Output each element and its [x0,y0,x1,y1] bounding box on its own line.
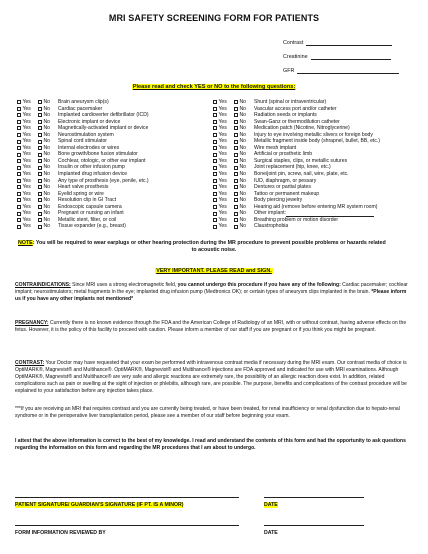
question-text: Wire mesh implant [254,144,297,151]
yes-checkbox[interactable] [17,159,21,163]
yes-label: Yes [218,157,227,164]
question-text: Joint replacement (hip, knee, etc.) [254,164,331,171]
no-checkbox[interactable] [234,185,238,189]
yes-label: Yes [218,210,227,217]
yes-checkbox[interactable] [17,166,21,170]
yes-label: Yes [22,223,31,230]
no-label: No [239,223,247,230]
yes-label: Yes [22,138,31,145]
patient-signature-label [15,502,183,508]
no-checkbox[interactable] [234,212,238,216]
no-checkbox[interactable] [234,140,238,144]
question-text: Hearing aid (remove before entering MR system room) [254,203,378,210]
yes-checkbox[interactable] [17,113,21,117]
lab-field-contrast [283,40,392,46]
question-text: IUD, diaphragm, or pessary [254,177,317,184]
no-checkbox[interactable] [38,172,42,176]
yes-label: Yes [22,216,31,223]
question-text: Heart valve prosthesis [58,184,109,191]
no-checkbox[interactable] [38,166,42,170]
yes-label: Yes [218,216,227,223]
no-checkbox[interactable] [234,133,238,137]
yes-checkbox[interactable] [213,205,217,209]
no-label: No [43,177,51,184]
patient-signature-line[interactable] [15,497,239,498]
no-checkbox[interactable] [38,113,42,117]
no-label: No [43,184,51,191]
yes-checkbox[interactable] [213,192,217,196]
no-checkbox[interactable] [234,198,238,202]
yes-checkbox[interactable] [17,192,21,196]
no-label: No [43,131,51,138]
question-row-right [213,223,380,230]
question-text: Tattoo or permanent makeup [254,190,320,197]
yes-checkbox[interactable] [17,185,21,189]
question-text: Bone growth/bone fusion stimulator [58,151,138,158]
question-text: Shunt (spinal or intraventricular) [254,99,327,105]
no-label: No [43,118,51,125]
no-checkbox[interactable] [234,225,238,229]
contrast-input-line[interactable] [306,40,392,46]
no-label: No [239,210,247,217]
yes-label: Yes [218,164,227,171]
no-label: No [43,105,51,112]
date-label [264,502,278,508]
question-text: Resolution clip in GI Tract [58,197,117,204]
no-checkbox[interactable] [234,192,238,196]
no-checkbox[interactable] [234,126,238,130]
question-text: Artificial or prosthetic limb [254,151,313,158]
no-checkbox[interactable] [38,107,42,111]
no-checkbox[interactable] [234,146,238,150]
yes-label: Yes [22,210,31,217]
yes-label: Yes [218,138,227,145]
no-checkbox[interactable] [234,153,238,157]
yes-checkbox[interactable] [17,172,21,176]
no-label: No [239,177,247,184]
question-text: Metallic stent, filter, or coil [58,216,117,223]
lab-field-gfr [283,68,399,74]
contrast-text: Your Doctor may have requested that your exam be performed with intravenous contrast media if necessary during the MRI exam. Our contrast media of choice is OptiMARK®, Magnevist® and Multihance®. OptiMARK®, Magnevist® and Multihance® injections are FDA approved and indicated for use with MRI examinations. Although OptiMARK®, Magnevist® and Multihance® are very safe and allergic reactions are extremely rare, the possibility of an allergic reaction does exist. In addition, related complications such as pain or swelling at the sight of injection or phlebitis, although rare, are possible. The purpose, benefits and complications of the contrast procedure will be explained to your satisfaction before any injection takes place. [15,360,407,395]
note-text-2: to acoustic noise. [191,247,237,254]
yes-label: Yes [22,105,31,112]
no-label: No [43,190,51,197]
question-text: Implanted drug infusion device [58,171,128,178]
contrast-paragraph [15,360,413,395]
yes-label: Yes [218,223,227,230]
reviewer-signature-line[interactable] [15,525,239,526]
no-checkbox[interactable] [38,225,42,229]
no-label: No [239,164,247,171]
yes-label: Yes [218,105,227,112]
no-checkbox[interactable] [234,100,238,104]
question-text: Internal electrodes or wires [58,144,120,151]
question-text: Insulin or other infusion pump [58,164,125,171]
no-checkbox[interactable] [234,113,238,117]
no-option[interactable] [234,223,254,230]
yes-label: Yes [22,171,31,178]
contrast-heading: CONTRAST: [15,360,45,366]
no-checkbox[interactable] [38,185,42,189]
yes-checkbox[interactable] [17,198,21,202]
no-checkbox[interactable] [38,179,42,183]
note-text: : You will be required to wear earplugs or other hearing protection during the MR procedure to prevent possible problems or hazards related [32,240,386,246]
no-checkbox[interactable] [234,107,238,111]
question-text: Magnetically-activated implant or device [58,125,149,132]
no-label: No [43,125,51,132]
yes-checkbox[interactable] [213,146,217,150]
important-text: VERY IMPORTANT. PLEASE READ and SIGN. [156,268,272,274]
no-checkbox[interactable] [234,166,238,170]
yes-label: Yes [218,190,227,197]
question-text: Injury to eye involving metallic slivers or foreign body [254,131,373,138]
question-text: Claustrophobia [254,223,289,230]
warning-paragraph [15,406,413,420]
yes-option[interactable] [213,223,234,230]
no-label: No [43,112,51,119]
yes-label: Yes [22,151,31,158]
question-text: Spinal cord stimulator [58,138,107,145]
yes-label: Yes [218,112,227,119]
no-checkbox[interactable] [38,198,42,202]
no-label: No [239,184,247,191]
yes-checkbox[interactable] [213,166,217,170]
yes-checkbox[interactable] [213,185,217,189]
contraindications-bold: you cannot undergo this procedure if you have any of the following: [177,282,341,288]
yes-checkbox[interactable] [213,172,217,176]
form-title: MRI SAFETY SCREENING FORM FOR PATIENTS [108,13,320,23]
no-checkbox[interactable] [38,133,42,137]
no-checkbox[interactable] [38,192,42,196]
no-checkbox[interactable] [38,205,42,209]
no-checkbox[interactable] [234,179,238,183]
no-checkbox[interactable] [38,153,42,157]
yes-label: Yes [218,125,227,132]
lab-label-creatinine: Creatinine [283,54,308,60]
contraindications-bold-2: *Please inform us if you have any other implants not mentioned* [15,289,407,303]
yes-label: Yes [22,190,31,197]
yes-label: Yes [22,118,31,125]
question-text: Cardiac pacemaker [58,105,103,112]
no-label: No [239,105,247,112]
yes-checkbox[interactable] [17,205,21,209]
yes-checkbox[interactable] [17,212,21,216]
question-row-left [17,223,149,230]
no-checkbox[interactable] [38,159,42,163]
contraindications-heading: CONTRAINDICATIONS: [15,282,71,288]
yes-checkbox[interactable] [17,120,21,124]
yes-label: Yes [22,144,31,151]
no-checkbox[interactable] [38,212,42,216]
contraindications-text-2: Cardiac pacemaker; cochlear implant; neurostimulators; metal fragments in the eye; implanted drug infusion pump (Medtronics OK); or certain types of aneurysm clips implanted in the brain. [15,282,408,296]
no-label: No [239,118,247,125]
no-label: No [43,151,51,158]
question-text: Eyelid spring or wire [58,190,104,197]
question-text: Bone/joint pin, screw, nail, wire, plate, etc. [254,171,349,178]
no-checkbox[interactable] [234,205,238,209]
patient-signature-text: PATIENT SIGNATURE/ GUARDIAN'S SIGNATURE (IF PT. IS A MINOR) [15,502,184,508]
reviewer-label: FORM INFORMATION REVIEWED BY [15,530,106,536]
yes-label: Yes [218,197,227,204]
no-label: No [43,164,51,171]
yes-checkbox[interactable] [17,146,21,150]
no-checkbox[interactable] [234,159,238,163]
no-label: No [43,138,51,145]
yes-checkbox[interactable] [213,225,217,229]
no-checkbox[interactable] [38,100,42,104]
pregnancy-paragraph [15,320,413,334]
question-text: Vascular access port and/or catheter [254,105,337,112]
question-text: Cochlear, otologic, or other ear implant [58,157,146,164]
no-label: No [43,99,51,105]
no-label: No [239,99,247,105]
question-text: Any type of prosthesis (eye, penile, etc.) [58,177,149,184]
question-text: Radiation seeds or implants [254,112,317,119]
yes-checkbox[interactable] [213,133,217,137]
note-label: NOTE [18,240,33,246]
instruction-text: Please read and check YES or NO to the following questions: [132,84,296,90]
yes-label: Yes [22,197,31,204]
yes-label: Yes [218,131,227,138]
note-block [18,240,410,254]
no-label: No [239,112,247,119]
question-text: Surgical staples, clips, or metallic sutures [254,157,348,164]
question-text: Other implant: [254,210,286,217]
yes-checkbox[interactable] [17,179,21,183]
no-checkbox[interactable] [38,120,42,124]
yes-label: Yes [22,177,31,184]
no-label: No [239,151,247,158]
yes-checkbox[interactable] [213,179,217,183]
no-label: No [43,210,51,217]
date-text: DATE [264,502,278,508]
contraindications-text-1: Since MRI uses a strong electromagnetic field, [70,282,178,288]
yes-checkbox[interactable] [17,100,21,104]
yes-checkbox[interactable] [17,126,21,130]
no-checkbox[interactable] [38,146,42,150]
yes-label: Yes [218,184,227,191]
yes-label: Yes [22,203,31,210]
question-text: Dentures or partial plates [254,184,311,191]
yes-label: Yes [22,157,31,164]
no-label: No [239,190,247,197]
question-text: Breathing problem or motion disorder [254,216,339,223]
lab-field-creatinine [283,54,391,60]
yes-label: Yes [218,171,227,178]
warning-text: ***If you are receiving an MRI that requires contrast and you are currently being treated, or have been treated, for renal insufficiency or renal dysfunction due to hepato-renal syndrome or in the perioperative liver transplantation period, please see a member of our staff before beginning your exam. [15,406,400,420]
yes-checkbox[interactable] [17,140,21,144]
no-label: No [239,144,247,151]
no-checkbox[interactable] [38,140,42,144]
yes-checkbox[interactable] [213,120,217,124]
yes-checkbox[interactable] [213,198,217,202]
question-text: Brain aneurysm clip(s) [58,99,109,105]
no-label: No [239,216,247,223]
no-label: No [43,157,51,164]
no-option[interactable] [38,223,58,230]
yes-label: Yes [218,99,227,105]
question-text: Implanted cardioverter defibrillator (ICD) [58,112,149,119]
questions-right-column [213,99,380,230]
lab-label-gfr: GFR [283,68,295,74]
yes-label: Yes [22,184,31,191]
question-text: Body piercing jewelry [254,197,303,204]
question-text: Pregnant or nursing an infant [58,210,124,217]
question-text: Metallic fragment inside body (shrapnel, bullet, BB, etc.) [254,138,380,145]
no-label: No [239,157,247,164]
no-label: No [43,144,51,151]
reviewer-date-label: DATE [264,530,278,536]
questions-left-column [17,99,149,230]
question-text: Swan-Ganz or thermodilution catheter [254,118,340,125]
important-heading [0,268,428,274]
attest-text: I attest that the above information is correct to the best of my knowledge. I read and understand the contents of this form and had the opportunity to ask questions regarding the information on this form and regarding the MR procedures that I am about to undergo. [15,438,406,452]
question-text: Tissue expander (e.g., breast) [58,223,126,230]
yes-label: Yes [218,118,227,125]
yes-label: Yes [218,203,227,210]
no-label: No [239,138,247,145]
yes-label: Yes [218,177,227,184]
yes-checkbox[interactable] [17,225,21,229]
yes-checkbox[interactable] [213,218,217,222]
yes-option[interactable] [17,223,38,230]
question-text: Medication patch (Nicotine, Nitroglycerine) [254,125,350,132]
yes-checkbox[interactable] [213,113,217,117]
yes-checkbox[interactable] [17,133,21,137]
no-checkbox[interactable] [234,172,238,176]
no-label: No [239,171,247,178]
no-checkbox[interactable] [234,218,238,222]
yes-checkbox[interactable] [17,107,21,111]
no-checkbox[interactable] [38,126,42,130]
question-text: Neurostimulation system [58,131,114,138]
gfr-input-line[interactable] [297,68,399,74]
yes-checkbox[interactable] [17,153,21,157]
no-label: No [239,197,247,204]
lab-label-contrast: Contrast [283,40,304,46]
pregnancy-heading: PREGNANCY: [15,320,49,326]
question-label [58,223,126,230]
instruction-heading [0,84,428,90]
creatinine-input-line[interactable] [311,54,391,60]
yes-checkbox[interactable] [213,153,217,157]
yes-checkbox[interactable] [213,212,217,216]
no-label: No [239,131,247,138]
reviewer-date-line[interactable] [264,525,364,526]
no-label: No [43,171,51,178]
question-text: Endoscopic capsule camera [58,203,122,210]
no-checkbox[interactable] [234,120,238,124]
yes-checkbox[interactable] [213,159,217,163]
yes-label: Yes [218,144,227,151]
date-signature-line[interactable] [264,497,364,498]
yes-checkbox[interactable] [213,126,217,130]
yes-checkbox[interactable] [213,100,217,104]
yes-label: Yes [22,112,31,119]
no-label: No [43,203,51,210]
pregnancy-text: Currently there is no known evidence through the FDA and the American College of Radiology of an MRI, with or without contrast, having adverse effects on the fetus. However, it is the policy of this facility to proceed with caution. Please inform a member of our staff if you are pregnant or if you think you might be pregnant. [15,320,407,334]
yes-checkbox[interactable] [213,107,217,111]
yes-label: Yes [22,99,31,105]
no-label: No [43,223,51,230]
yes-label: Yes [22,131,31,138]
yes-checkbox[interactable] [213,140,217,144]
yes-label: Yes [22,164,31,171]
no-label: No [239,203,247,210]
no-label: No [43,197,51,204]
no-label: No [43,216,51,223]
yes-checkbox[interactable] [17,218,21,222]
attestation-paragraph [15,438,413,452]
no-checkbox[interactable] [38,218,42,222]
question-text: Electronic implant or device [58,118,121,125]
contraindications-paragraph [15,282,413,303]
no-label: No [239,125,247,132]
yes-label: Yes [218,151,227,158]
question-label [254,223,288,230]
yes-label: Yes [22,125,31,132]
